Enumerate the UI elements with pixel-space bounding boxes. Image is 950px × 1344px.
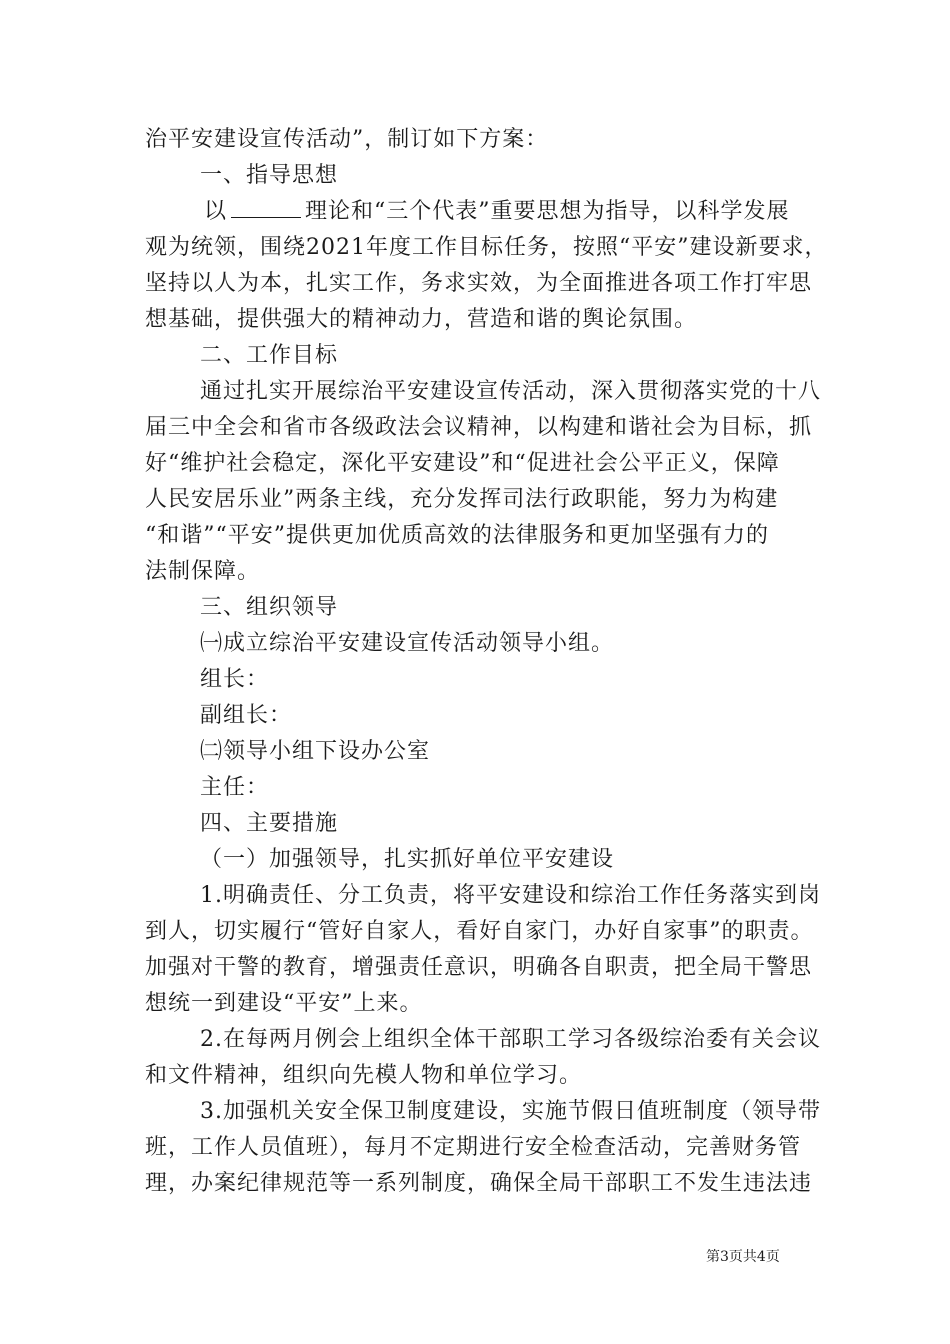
text-line: 组长：: [200, 667, 270, 692]
text-line: 副组长：: [200, 703, 293, 728]
text-line: 加强对干警的教育，增强责任意识，明确各自职责，把全局干警思: [145, 955, 813, 980]
text-line: 治平安建设宣传活动”，制订如下方案：: [145, 127, 549, 152]
text-line: ㈡领导小组下设办公室: [200, 739, 431, 764]
section-heading: 一、指导思想: [200, 163, 339, 188]
text-line: 班，工作人员值班），每月不定期进行安全检查活动，完善财务管: [145, 1135, 802, 1160]
text-line: 法制保障。: [145, 559, 261, 584]
text-span: 理论和“三个代表”重要思想为指导，以科学发展: [305, 199, 790, 224]
text-line: 理，办案纪律规范等一系列制度，确保全局干部职工不发生违法违: [145, 1171, 813, 1196]
text-line: 主任：: [200, 775, 270, 800]
page-number: 第3页共4页: [706, 1249, 780, 1265]
text-line: 观为统领，围绕2021年度工作目标任务，按照“平安”建设新要求，: [145, 235, 828, 260]
text-line: [204, 194, 790, 230]
text-line: 到人，切实履行“管好自家人，看好自家门，办好自家事”的职责。: [145, 919, 814, 944]
text-line: 届三中全会和省市各级政法会议精神，以构建和谐社会为目标，抓: [145, 415, 813, 440]
text-line: 3.加强机关安全保卫制度建设，实施节假日值班制度（领导带: [200, 1099, 821, 1124]
text-line: 2.在每两月例会上组织全体干部职工学习各级综治委有关会议: [200, 1027, 821, 1052]
text-line: 1.明确责任、分工负责，将平安建设和综治工作任务落实到岗: [200, 883, 821, 908]
text-line: 人民安居乐业”两条主线，充分发挥司法行政职能，努力为构建: [145, 487, 779, 512]
subsection-heading: （一）加强领导，扎实抓好单位平安建设: [200, 847, 615, 872]
text-span: 以: [204, 199, 228, 224]
fill-blank: [231, 197, 301, 218]
section-heading: 二、工作目标: [200, 343, 339, 368]
text-line: 和文件精神，组织向先模人物和单位学习。: [145, 1063, 583, 1088]
text-line: 想基础，提供强大的精神动力，营造和谐的舆论氛围。: [145, 307, 698, 332]
text-line: 坚持以人为本，扎实工作，务求实效，为全面推进各项工作打牢思: [145, 271, 813, 296]
text-line: 好“维护社会稳定，深化平安建设”和“促进社会公平正义，保障: [145, 451, 780, 476]
text-line: ㈠成立综治平安建设宣传活动领导小组。: [200, 631, 615, 656]
section-heading: 三、组织领导: [200, 595, 339, 620]
text-line: 想统一到建设“平安”上来。: [145, 991, 423, 1016]
section-heading: 四、主要措施: [200, 811, 339, 836]
text-line: “和谐”“平安”提供更加优质高效的法律服务和更加坚强有力的: [145, 523, 769, 548]
text-line: 通过扎实开展综治平安建设宣传活动，深入贯彻落实党的十八: [200, 379, 822, 404]
